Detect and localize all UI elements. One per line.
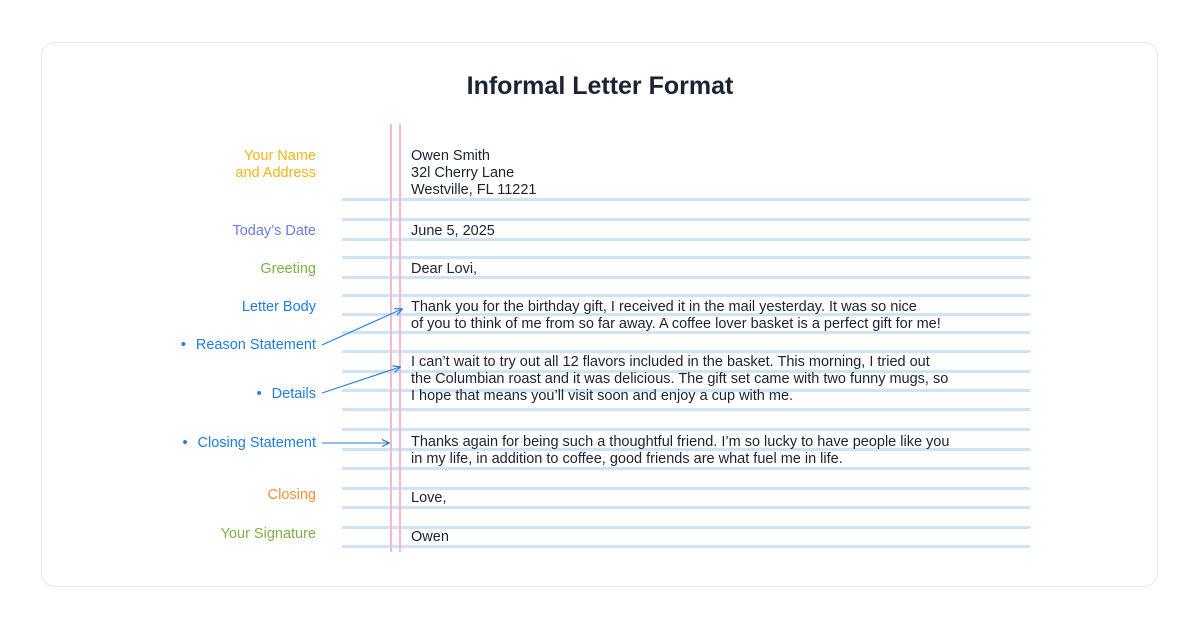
bullet-icon: •	[256, 386, 262, 402]
bullet-icon: •	[182, 435, 188, 451]
label-signature: Your Signature	[220, 526, 316, 542]
label-reason-statement	[181, 337, 316, 354]
label-name-address	[235, 148, 316, 182]
letter-signature: Owen	[411, 529, 449, 545]
address-line: 32l Cherry Lane	[411, 165, 515, 181]
reason-line: of you to think of me from so far away. A coffee lover basket is a perfect gift for me!	[411, 316, 941, 332]
letter-closing: Love,	[411, 490, 447, 506]
bullet-icon: •	[180, 337, 186, 353]
label-closing: Closing	[267, 487, 316, 503]
letter-greeting: Dear Lovi,	[411, 261, 478, 277]
label-name-line2: and Address	[235, 165, 316, 181]
label-greeting: Greeting	[260, 261, 316, 277]
closing-statement-line: Thanks again for being such a thoughtful friend. I’m so lucky to have people like you	[411, 434, 950, 450]
closing-statement-line: in my life, in addition to coffee, good friends are what fuel me in life.	[411, 451, 843, 467]
address-line: Owen Smith	[411, 148, 490, 164]
label-date: Today’s Date	[232, 223, 316, 239]
label-reason-text: Reason Statement	[195, 337, 316, 353]
reason-line: Thank you for the birthday gift, I received it in the mail yesterday. It was so nice	[411, 299, 917, 315]
label-closing-statement	[182, 435, 316, 452]
details-line: I hope that means you’ll visit soon and enjoy a cup with me.	[411, 388, 794, 404]
label-closing-statement-text: Closing Statement	[197, 435, 316, 451]
address-line: Westville, FL 11221	[411, 182, 537, 198]
ruled-line	[342, 428, 1030, 431]
details-line: the Columbian roast and it was delicious. The gift set came with two funny mugs, so	[411, 371, 949, 387]
ruled-line	[342, 218, 1030, 221]
ruled-line	[342, 294, 1030, 297]
ruled-line	[342, 350, 1030, 353]
label-details	[257, 386, 316, 403]
letter-address	[411, 148, 536, 199]
label-details-text: Details	[271, 386, 316, 402]
letter-closing-statement	[411, 434, 949, 468]
page-title: Informal Letter Format	[466, 72, 734, 100]
label-name-line1: Your Name	[243, 148, 316, 164]
margin-line	[399, 124, 401, 552]
margin-line	[390, 124, 392, 552]
letter-date: June 5, 2025	[411, 223, 495, 239]
label-letter-body: Letter Body	[241, 299, 316, 315]
ruled-line	[342, 256, 1030, 259]
ruled-line	[342, 408, 1030, 411]
details-line: I can’t wait to try out all 12 flavors included in the basket. This morning, I tried out	[411, 354, 930, 370]
letter-details	[411, 354, 948, 405]
letter-reason	[411, 299, 941, 333]
